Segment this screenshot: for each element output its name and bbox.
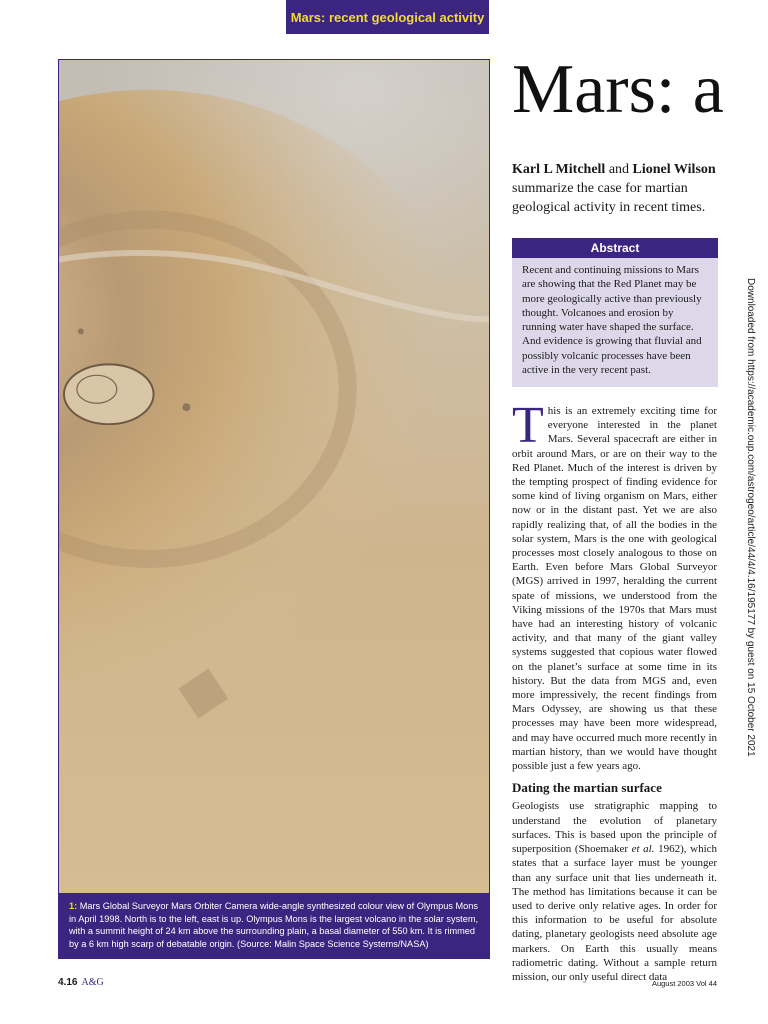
article-title: Mars: a bbox=[512, 51, 724, 128]
abstract-box bbox=[512, 238, 718, 387]
olympus-mons-figure bbox=[58, 59, 490, 959]
body-paragraph-1 bbox=[512, 397, 717, 773]
article-subtitle: summarize the case for martian geological activity in recent times. bbox=[512, 181, 706, 215]
abstract-heading: Abstract bbox=[512, 238, 718, 258]
author-and: and bbox=[605, 162, 633, 177]
caption-text: Mars Global Surveyor Mars Orbiter Camera wide-angle synthesized colour view of Olympus Mons in April 1998. North is to the left, east is up. Olympus Mons is the largest volcano in the solar system, with a summit height of 24 km above the surrounding plain, a basal diameter of 550 km. It is rimmed by a 6 km high scarp of debatable origin. (Source: Malin Space Science Systems/NASA) bbox=[69, 901, 479, 949]
section-heading: Dating the martian surface bbox=[512, 780, 662, 796]
article-body bbox=[512, 397, 718, 984]
caption-number: 1: bbox=[69, 901, 78, 911]
page-number: 4.16 bbox=[58, 977, 78, 988]
author-line bbox=[512, 160, 717, 217]
paragraph-1-text: his is an extremely exciting time for everyone interested in the planet Mars. Several spacecraft are either in orbit around Mars, or are on their way to the Red Planet. Much of the interest is driven by the tempting prospect of finding evidence for some kind of living organism on Mars, either now or in the distant past. Yet we are also rapidly realizing that, of all the bodies in the solar system, Mars is the one with geological processes most closely analogous to those on Earth. Even before Mars Global Surveyor (MGS) arrived in 1997, heralding the current spate of missions, we understood from the Viking missions of the 1970s that Mars must have had an interesting history of volcanic activity, and that many of the giant valley systems suggested that copious water flowed on the planet’s surface at some time in its history. But the data from MGS and, even more impressively, the recent findings from Mars Odyssey, are showing us that these processes may have been more widespread, and may have occurred much more recently in martian history, than we would have thought possible just a few years ago. bbox=[512, 405, 717, 773]
author-1: Karl L Mitchell bbox=[512, 162, 606, 177]
figure-caption bbox=[59, 893, 489, 958]
abstract-text: Recent and continuing missions to Mars are showing that the Red Planet may be more geologically active than previously thought. Volcanoes and erosion by running water have shaped the surface. And evidence is growing that fluvial and possibly volcanic processes have been active in the very recent past. bbox=[522, 264, 702, 377]
drop-cap: T bbox=[512, 397, 544, 454]
footer-issue: August 2003 Vol 44 bbox=[651, 979, 717, 988]
olympus-mons-image bbox=[59, 60, 489, 958]
section-tag: Mars: recent geological activity bbox=[286, 0, 489, 34]
author-2: Lionel Wilson bbox=[632, 162, 716, 177]
footer-page bbox=[58, 977, 104, 988]
journal-logo: A&G bbox=[81, 977, 104, 988]
download-note: Downloaded from https://academic.oup.com/astrogeo/article/44/4/4.16/195177 by guest on 15 October 2021 bbox=[745, 278, 756, 757]
body-paragraph-2 bbox=[512, 799, 717, 984]
paragraph-2-text-a: Geologists use stratigraphic mapping to understand the evolution of planetary surfaces. This is based upon the principle of superposition (Shoemaker bbox=[512, 800, 717, 856]
paragraph-2-text-b: 1962), which states that a surface layer must be younger than any surface unit that lies underneath it. The method has limitations because it can be used to derive only relative ages. In order for this information to be useful for absolute dating, planetary geologists need absolute age markers. On Earth this usually means radiometric dating. Without a sample return mission, our only useful direct data bbox=[512, 843, 718, 983]
paragraph-2-italic: et al. bbox=[631, 843, 655, 856]
